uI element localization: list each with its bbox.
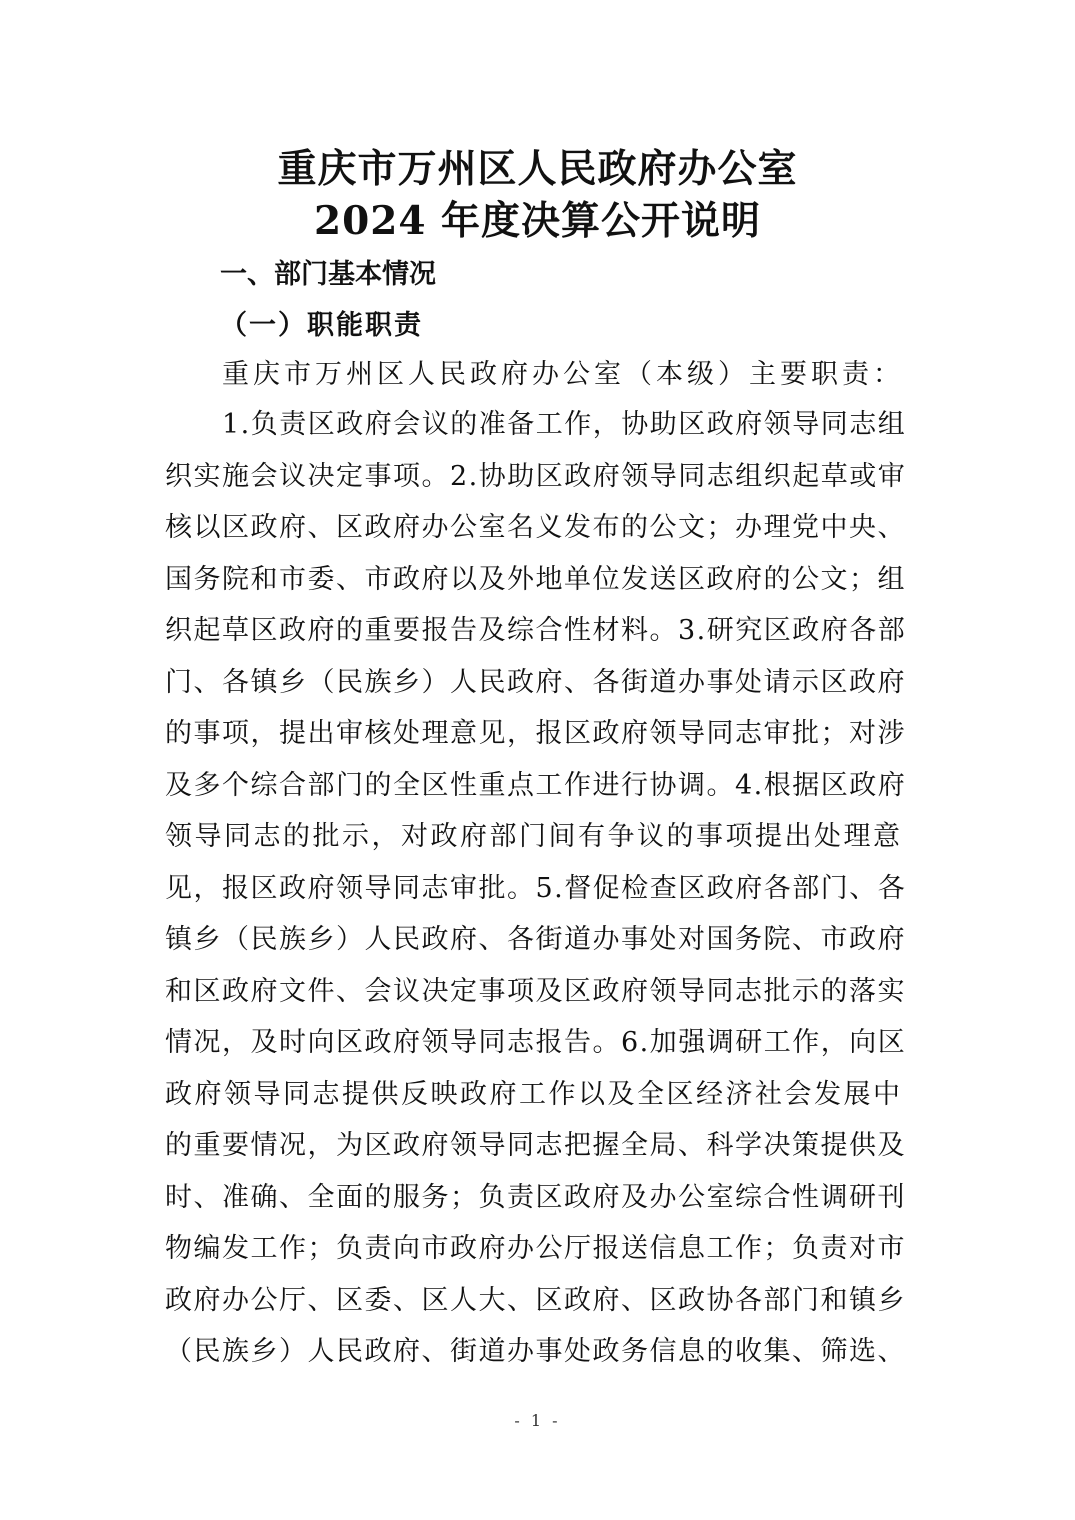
body-line: 门、各镇乡（民族乡）人民政府、各街道办事处请示区政府 bbox=[165, 666, 906, 698]
document-title-line1: 重庆市万州区人民政府办公室 bbox=[277, 146, 798, 192]
body-line: 领导同志的批示，对政府部门间有争议的事项提出处理意 bbox=[165, 821, 903, 852]
body-line: 的重要情况，为区政府领导同志把握全局、科学决策提供及 bbox=[165, 1130, 906, 1161]
body-line: 物编发工作；负责向市政府办公厅报送信息工作；负责对市 bbox=[165, 1233, 906, 1264]
body-line: 见，报区政府领导同志审批。5.督促检查区政府各部门、各 bbox=[165, 872, 907, 904]
body-line: 织实施会议决定事项。2.协助区政府领导同志组织起草或审 bbox=[165, 460, 907, 492]
body-line: 镇乡（民族乡）人民政府、各街道办事处对国务院、市政府 bbox=[165, 924, 906, 955]
body-line: 的事项，提出审核处理意见，报区政府领导同志审批；对涉 bbox=[165, 718, 906, 749]
body-line: 时、准确、全面的服务；负责区政府及办公室综合性调研刊 bbox=[165, 1181, 906, 1213]
body-line: 织起草区政府的重要报告及综合性材料。3.研究区政府各部 bbox=[165, 615, 907, 646]
body-line: 国务院和市委、市政府以及外地单位发送区政府的公文；组 bbox=[165, 563, 906, 595]
body-line: 1.负责区政府会议的准备工作，协助区政府领导同志组 bbox=[222, 409, 907, 440]
body-line: 和区政府文件、会议决定事项及区政府领导同志批示的落实 bbox=[165, 975, 906, 1007]
body-line: 及多个综合部门的全区性重点工作进行协调。4.根据区政府 bbox=[165, 769, 907, 801]
document-title-line2: 2024 年度决算公开说明 bbox=[313, 198, 762, 244]
body-line: （民族乡）人民政府、街道办事处政务信息的收集、筛选、 bbox=[165, 1336, 906, 1367]
section-heading: 一、部门基本情况 bbox=[220, 259, 436, 290]
body-line: 核以区政府、区政府办公室名义发布的公文；办理党中央、 bbox=[165, 512, 906, 543]
subsection-heading: （一）职能职责 bbox=[220, 310, 423, 341]
body-line: 政府办公厅、区委、区人大、区政府、区政协各部门和镇乡 bbox=[165, 1284, 906, 1316]
intro-paragraph: 重庆市万州区人民政府办公室（本级）主要职责： bbox=[222, 359, 904, 390]
body-line: 政府领导同志提供反映政府工作以及全区经济社会发展中 bbox=[165, 1078, 903, 1110]
body-line: 情况，及时向区政府领导同志报告。6.加强调研工作，向区 bbox=[165, 1027, 907, 1058]
page-number: - 1 - bbox=[514, 1411, 561, 1430]
